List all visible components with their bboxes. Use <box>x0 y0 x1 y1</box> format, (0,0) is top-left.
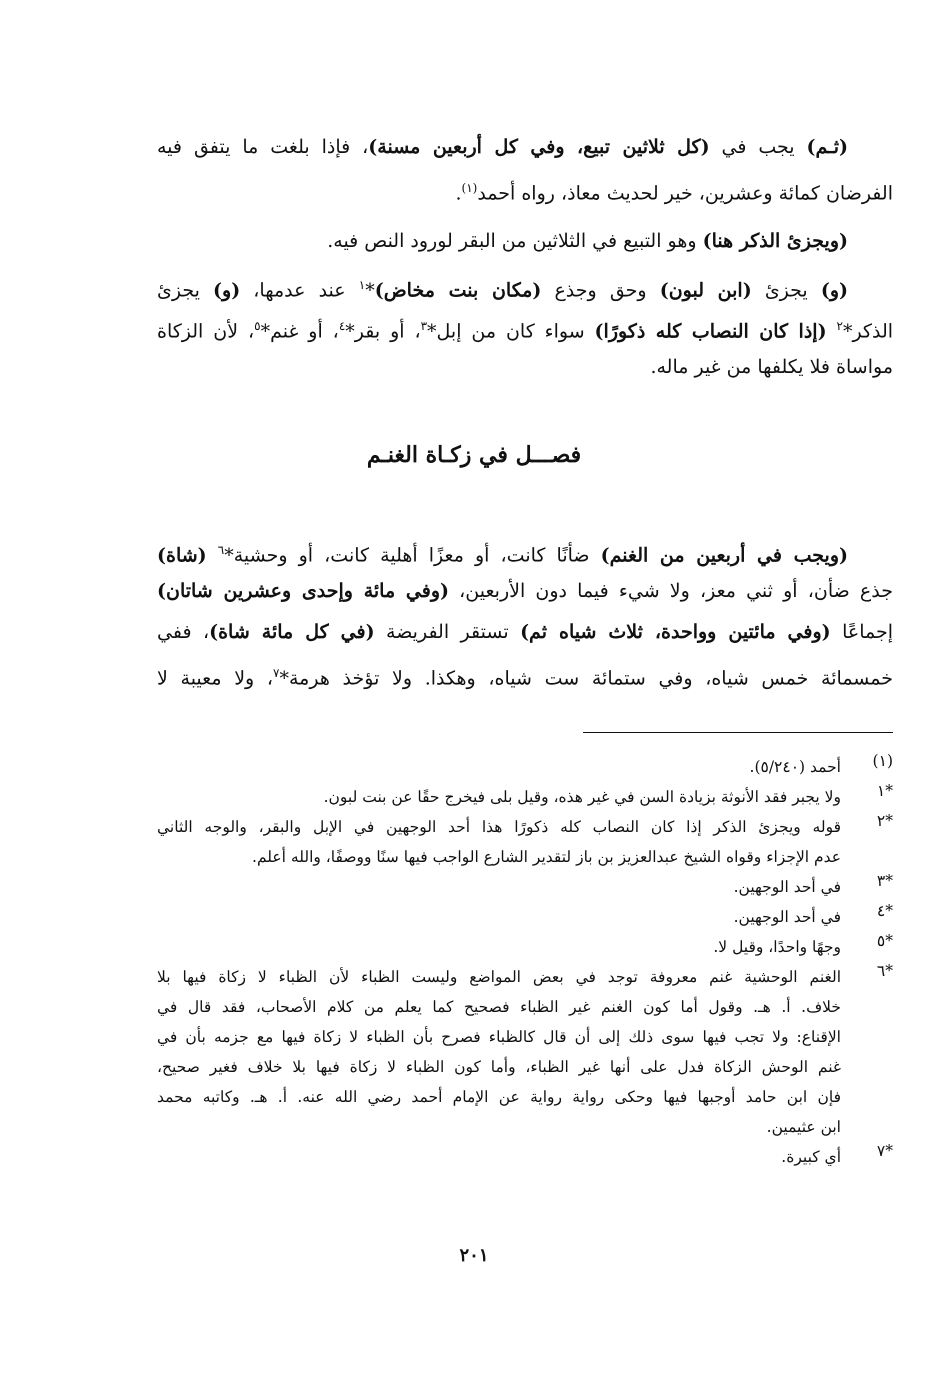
text-span: سواء كان من إبل* <box>427 320 595 343</box>
footnote-line: في أحد الوجهين. <box>733 908 841 926</box>
text-span: ضأنًا كانت، أو معزًا أهلية كانت، أو وحشية* <box>224 544 601 567</box>
footnote-line: في أحد الوجهين. <box>733 878 841 896</box>
footnote-line: قوله ويجزئ الذكر إذا كان النصاب كله ذكورًا هذا أحد الوجهين في الإبل والبقر، والوجه الثاني <box>157 818 841 836</box>
text-span: * <box>365 279 375 302</box>
bold-text: (إذا كان النصاب كله ذكورًا) <box>594 320 827 343</box>
footnote-marker: *١ <box>876 782 893 800</box>
footnote-line: فإن ابن حامد أوجبها فيها وحكى رواية رواية عن الإمام أحمد رضي الله عنه. أ. هـ. وكاتبه محمد <box>157 1088 841 1106</box>
footnote-line: عدم الإجزاء وقواه الشيخ عبدالعزيز بن باز لتقدير الشارع الواجب فيها سنًا ووصفًا، والله أعلم. <box>252 848 841 866</box>
text-line <box>157 653 893 694</box>
text-line <box>157 127 893 168</box>
paragraph-male-suffices <box>157 221 893 262</box>
text-span: خمسمائة خمس شياه، وفي ستمائة ست شياه، وهكذا. ولا تؤخذ هرمة* <box>279 667 893 690</box>
text-span: جذع ضأن، أو ثني معز، ولا شيء فيما دون الأربعين، <box>448 580 893 602</box>
bold-text: (مكان بنت مخاض) <box>374 279 542 302</box>
footnote-marker: (١) <box>872 752 893 770</box>
footnote-marker: *٤ <box>876 902 893 920</box>
text-span: ، أو بقر* <box>345 320 421 343</box>
bold-text: (شاة) <box>157 544 207 567</box>
text-span: ، فإذا بلغت ما يتفق فيه <box>157 136 369 158</box>
footnote <box>157 872 893 902</box>
text-span: يجزئ <box>157 279 214 302</box>
bold-text: (ويجب في أربعين من الغنم) <box>600 544 848 567</box>
footnotes <box>157 752 893 1172</box>
text-line <box>157 347 893 388</box>
text-line <box>157 306 893 347</box>
footnote-ref: ٤ <box>338 319 346 333</box>
footnote-marker: *٦ <box>876 962 893 980</box>
footnote <box>157 1142 893 1172</box>
text-span: ، ففي <box>157 621 210 643</box>
text-span: عند عدمها، <box>240 279 359 302</box>
text-span: . <box>455 182 462 205</box>
footnote <box>157 782 893 812</box>
paragraph-sheep-zakat <box>157 530 893 694</box>
text-line <box>157 571 893 612</box>
bold-text: (ويجزئ الذكر هنا) <box>702 230 848 252</box>
text-span: الفرضان كمائة وعشرين، خير لحديث معاذ، رواه أحمد <box>477 182 893 205</box>
text-span: ، ولا معيبة لا <box>157 667 274 690</box>
text-span: مواساة فلا يكلفها من غير ماله. <box>650 356 893 378</box>
footnote-ref: ١ <box>358 278 366 292</box>
footnote <box>157 812 893 872</box>
text-span: وحق وجذع <box>541 279 660 302</box>
footnote-ref: ٦ <box>217 543 225 557</box>
text-span: ، لأن الزكاة <box>157 320 255 343</box>
footnote-line: الإقناع: ولا تجب فيها سوى ذلك إلى أن قال كالظباء فصرح بأن الظباء لا زكاة فيها مع جزمه بأن في <box>157 1028 841 1046</box>
paragraph-cattle-zakat <box>157 127 893 209</box>
footnote <box>157 932 893 962</box>
footnote-line: ابن عثيمين. <box>766 1118 841 1136</box>
footnote <box>157 752 893 782</box>
footnote-ref: (١) <box>461 181 478 195</box>
text-line <box>157 221 893 262</box>
text-span: يجزئ <box>751 279 821 302</box>
footnote-line: وجهًا واحدًا، وقيل لا. <box>713 938 841 956</box>
text-span <box>207 544 218 566</box>
text-line <box>157 265 893 306</box>
bold-text: (ثـم) <box>806 136 848 158</box>
footnote <box>157 902 893 932</box>
text-line <box>157 168 893 209</box>
footnote-line: الغنم الوحشية غنم معروفة توجد في بعض المواضع وليست الظباء لأن الظباء لا زكاة فيها بلا <box>157 968 841 986</box>
footnote-line: ولا يجبر فقد الأنوثة بزيادة السن في غير هذه، وقيل بلى فيخرج حقًا عن بنت لبون. <box>323 788 841 806</box>
text-span: وهو التبيع في الثلاثين من البقر لورود النص فيه. <box>327 230 703 252</box>
footnote-ref: ٢ <box>836 319 843 333</box>
footnote <box>157 962 893 1142</box>
bold-text: (ابن لبون) <box>659 279 752 302</box>
section-heading: فصـــل في زكـاة الغنـم <box>366 442 582 468</box>
page-number: ٢٠١ <box>459 1245 489 1266</box>
footnote-line: أي كبيرة. <box>781 1148 841 1166</box>
text-span: إجماعًا <box>830 621 893 643</box>
bold-text: (كل ثلاثين تبيع، وفي كل أربعين مسنة) <box>368 136 710 158</box>
text-span: الذكر* <box>842 320 893 343</box>
footnote-marker: *٧ <box>876 1142 893 1160</box>
footnote-ref: ٥ <box>254 319 261 333</box>
footnote-line: غنم الوحش الزكاة فدل على أنها غير الظباء، وأما كون الظباء لا زكاة فيها بلا خلاف فغير صحيح، <box>157 1058 841 1076</box>
footnote-line: خلاف. أ. هـ. وقول أما كون الغنم غير الظباء فصحيح كما يعلم من كلام الأصحاب، فقد قال في <box>157 998 841 1016</box>
text-span: يجب في <box>709 136 807 158</box>
bold-text: (في كل مائة شاة) <box>209 621 375 643</box>
paragraph-ibn-labun <box>157 265 893 388</box>
bold-text: (و) <box>820 279 848 302</box>
footnote-marker: *٥ <box>876 932 893 950</box>
footnote-ref: ٧ <box>273 666 280 680</box>
text-line <box>157 530 893 571</box>
footnote-marker: *٢ <box>876 812 893 830</box>
text-line <box>157 612 893 653</box>
bold-text: (وفي مائتين وواحدة، ثلاث شياه ثم) <box>520 621 831 643</box>
footnote-ref: ٣ <box>420 319 428 333</box>
text-span <box>827 320 837 342</box>
bold-text: (و) <box>213 279 241 302</box>
footnote-marker: *٣ <box>876 872 893 890</box>
footnote-separator <box>583 732 893 733</box>
footnote-line: أحمد (٥/٢٤٠). <box>749 758 841 776</box>
text-span: تستقر الفريضة <box>374 621 521 643</box>
bold-text: (وفي مائة وإحدى وعشرين شاتان) <box>157 580 449 602</box>
text-span: ، أو غنم* <box>260 320 339 343</box>
